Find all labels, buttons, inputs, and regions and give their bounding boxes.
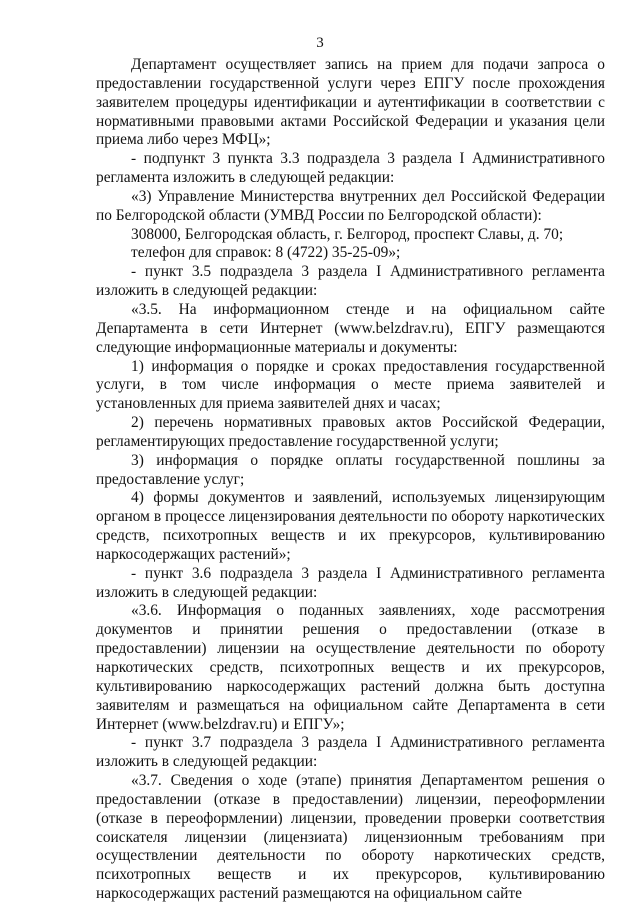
- paragraph-clause-3-6-intro: - пункт 3.6 подраздела 3 раздела I Административного регламента изложить в следующей редакции:: [96, 564, 605, 601]
- paragraph-clause-3-7-intro: - пункт 3.7 подраздела 3 раздела I Административного регламента изложить в следующей редакции:: [96, 734, 605, 771]
- paragraph-postal-address: 308000, Белгородская область, г. Белгород, проспект Славы, д. 70;: [131, 225, 564, 243]
- document-body: [96, 56, 605, 904]
- page-number: 3: [316, 35, 324, 51]
- paragraph-item-3: 3) информация о порядке оплаты государственной пошлины за предоставление услуг;: [96, 451, 605, 488]
- paragraph-item-4: 4) формы документов и заявлений, используемых лицензирующим органом в процессе лицензирования деятельности по обороту наркотических средств, психотропных веществ и их прекурсоров, культивированию наркосодержащих растений»;: [96, 489, 605, 563]
- paragraph-clause-3-5: «3.5. На информационном стенде и на официальном сайте Департамента в сети Интернет (www.belzdrav.ru), ЕПГУ размещаются следующие информационные материалы и документы:: [96, 300, 605, 356]
- paragraph-appointment-booking: Департамент осуществляет запись на прием для подачи запроса о предоставлении государственной услуги через ЕПГУ после прохождения заявителем процедуры идентификации и аутентификации в соответствии с нормативными правовыми актами Российской Федерации и указания цели приема либо через МФЦ»;: [96, 56, 605, 149]
- paragraph-phone: телефон для справок: 8 (4722) 35-25-09»;: [131, 244, 401, 262]
- paragraph-clause-3-5-intro: - пункт 3.5 подраздела 3 раздела I Административного регламента изложить в следующей редакции:: [96, 263, 605, 300]
- paragraph-clause-3-6: «3.6. Информация о поданных заявлениях, ходе рассмотрения документов и принятии решения о предоставлении (отказе в предоставлении) лицензии на осуществление деятельности по обороту наркотических средств, психотропных веществ и их прекурсоров, культивированию наркосодержащих растений должна быть доступна заявителям и размещаться на официальном сайте Департамента в сети Интернет (www.belzdrav.ru) и ЕПГУ»;: [96, 602, 605, 733]
- paragraph-clause-3-7: «3.7. Сведения о ходе (этапе) принятия Департаментом решения о предоставлении (отказе в предоставлении) лицензии, переоформлении (отказе в переоформлении) лицензии, проведении проверки соответствия соискателя лицензии (лицензиата) лицензионным требованиям при осуществлении деятельности по обороту наркотических средств, психотропных веществ и их прекурсоров, культивированию наркосодержащих растений размещаются на официальном сайте: [96, 772, 605, 903]
- paragraph-item-2: 2) перечень нормативных правовых актов Российской Федерации, регламентирующих предоставление государственной услуги;: [96, 414, 605, 450]
- paragraph-umvd-address-heading: «3) Управление Министерства внутренних дел Российской Федерации по Белгородской области (УМВД России по Белгородской области):: [96, 187, 605, 224]
- paragraph-item-1: 1) информация о порядке и сроках предоставления государственной услуги, в том числе информация о месте приема заявителей и установленных для приема заявителей днях и часах;: [96, 357, 605, 413]
- paragraph-subclause-3-3: - подпункт 3 пункта 3.3 подраздела 3 раздела I Административного регламента изложить в следующей редакции:: [96, 150, 605, 187]
